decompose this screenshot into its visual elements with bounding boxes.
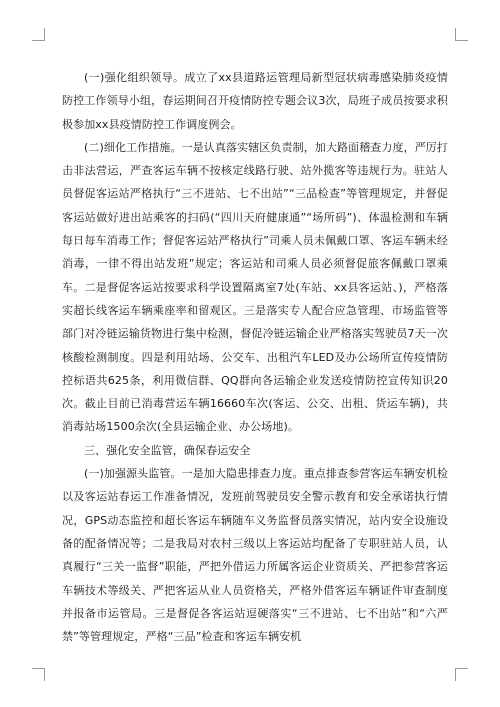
crop-mark-bottom-right [455,668,468,681]
section-heading-safety: 三、强化安全监管，确保春运安全 [84,443,251,457]
crop-mark-bottom-left [32,668,45,681]
crop-mark-top-right [455,28,468,41]
paragraph-work-measures: (二)细化工作措施。一是认真落实辖区负责制，加大路面稽查力度，严厉打击非法营运，严查客运车辆不按核定线路行驶、站外揽客等违规行为。驻站人员督促客运站严格执行“三不进站、七不出站”“三品检查”等管理规定，并督促客运站做好进出站乘客的扫码(“四川天府健康通”“场所码”)、体温检测和车辆每日每车消毒工作；督促客运站严格执行”司乘人员未佩戴口罩、客运车辆未经消毒，一律不得出站发班”规定；客运站和司乘人员必须督促旅客佩戴口罩乘车。二是督促客运站按要求科学设置隔离室7处(车站、xx县客运站、)，严格落实超长线客运车辆乘座率和留观区。三是落实专人配合应急管理、市场监管等部门对冷链运输货物进行集中检测，督促冷链运输企业严格落实驾驶员7天一次核酸检测制度。四是利用站场、公交车、出租汽车LED及办公场所宣传疫情防控标语共625条，利用微信群、QQ群向各运输企业发送疫情防控宣传知识20次。截止目前已消毒营运车辆16660车次(客运、公交、出租、货运车辆)，共消毒站场1500余次(全县运输企业、办公场地)。 [62,140,448,434]
document-body [62,66,448,648]
paragraph-organization-leadership: (一)强化组织领导。成立了xx县道路运管理局新型冠状病毒感染肺炎疫情防控工作领导小组，春运期间召开疫情防控专题会议3次，局班子成员按要求积极参加xx县疫情防控工作调度例会。 [62,71,448,131]
crop-mark-top-left [32,28,45,41]
paragraph-source-supervision: (一)加强源头监管。一是加大隐患排查力度。重点排查参营客运车辆安机检以及客运站春运工作准备情况，发班前驾驶员安全警示教育和安全承诺执行情况，GPS动态监控和超长客运车辆随车义务监督员落实情况，站内安全设施设备的配备情况等；二是我局对农村三级以上客运站均配备了专职驻站人员，认真履行“三关一监督”职能，严把外借运力所属客运企业资质关、严把参营客运车辆技术等级关、严把客运从业人员资格关，严格外借客运车辆证件审查制度并报备市运管局。三是督促各客运站逗硬落实“三不进站、七不出站”和“六严禁”等管理规定，严格“三品”检查和客运车辆安机 [62,467,448,644]
